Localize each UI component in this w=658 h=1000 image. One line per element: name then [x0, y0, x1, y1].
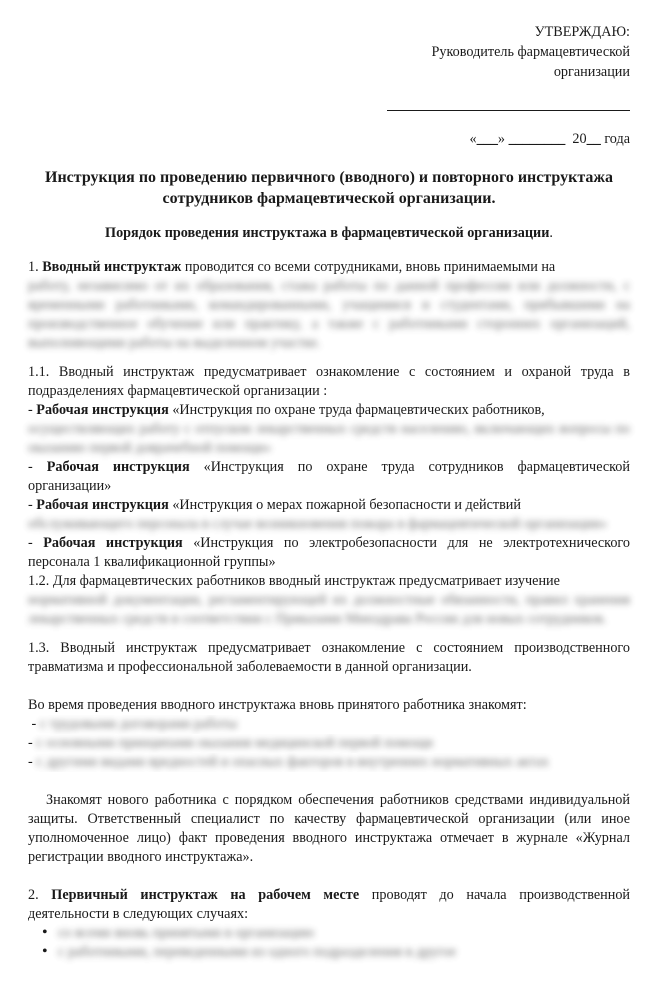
- blurred-text: работу, независимо от их образования, стажа работы по данной профессии или должности, с временными работниками, командированными, учащимися и студентами, прибывшими на производственное обучение или практику, а также с работниками сторонних организаций, выполняющими работы на выделенном участке.: [28, 278, 630, 351]
- document-body: [28, 258, 630, 962]
- date-day-blank: ___: [476, 131, 498, 147]
- ppe-paragraph: Знакомят нового работника с порядком обеспечения работников средствами индивидуальной защиты. Ответственный специалист по качеству фармацевтической организации (или иное уполномоченное лицо) факт проведения вводного инструктажа отмечает в журнале «Журнал регистрации вводного инструктажа».: [28, 792, 630, 865]
- section-1-1: 1.1. Вводный инструктаж предусматривает ознакомление с состоянием и охраной труда в подразделениях фармацевтической организации :: [28, 364, 630, 399]
- acquaint-intro: Во время проведения вводного инструктажа вновь принятого работника знакомят:: [28, 697, 527, 713]
- list-item: - Рабочая инструкция «Инструкция по охране труда сотрудников фармацевтической организации»: [28, 459, 630, 494]
- list-item: • со всеми вновь принятыми в организацию: [58, 924, 630, 943]
- blurred-text: обслуживающего персонала в случае возникновения пожара в фармацевтической организации»: [28, 516, 608, 532]
- list-item: - Рабочая инструкция «Инструкция о мерах пожарной безопасности и действий обслуживающего персонала в случае возникновения пожара в фармацевтической организации»: [28, 496, 630, 534]
- approval-date: «___» ________ 20__ года: [469, 131, 630, 147]
- list-item: - с другими видами вредностей и опасных факторов в внутренних нормативных актах: [28, 754, 550, 770]
- date-month-blank: ________: [508, 131, 566, 147]
- blurred-text: осуществляющих работу с отпуском лекарственных средств населению, включающих вопросы по оказанию первой доврачебной помощи»: [28, 421, 630, 456]
- approval-organization: организации: [553, 64, 630, 80]
- list-item: - с трудовыми договорами работы: [28, 716, 238, 732]
- acquaint-list: [28, 715, 630, 772]
- section-2: 2. Первичный инструктаж на рабочем месте проводят до начала производственной деятельности в следующих случаях:: [28, 887, 631, 922]
- approval-position: Руководитель фармацевтической: [431, 44, 630, 60]
- section-2-list: [28, 924, 630, 962]
- section-1-3: 1.3. Вводный инструктаж предусматривает ознакомление с состоянием производственного травматизма и профессиональной заболеваемости в данной организации.: [28, 640, 630, 675]
- list-item: - Рабочая инструкция «Инструкция по электробезопасности для не электротехнического персонала 1 квалификационной группы»: [28, 535, 630, 570]
- list-item: - Рабочая инструкция «Инструкция по охране труда фармацевтических работников, осуществляющих работу с отпуском лекарственных средств населению, включающих вопросы по оказанию первой доврачебной помощи»: [28, 402, 630, 456]
- section-1: 1. Вводный инструктаж проводится со всеми сотрудниками, вновь принимаемыми на работу, независимо от их образования, стажа работы по данной профессии или должности, с временными работниками, командированными, учащимися и студентами, прибывшими на производственное обучение или практику, а также с работниками сторонних организаций, выполняющими работы на выделенном участке.: [28, 259, 630, 351]
- document-subtitle: Порядок проведения инструктажа в фармацевтической организации.: [105, 225, 553, 241]
- date-year-blank: __: [586, 131, 601, 147]
- approval-heading: УТВЕРЖДАЮ:: [534, 24, 630, 40]
- signature-line: [387, 110, 630, 111]
- approval-block: [432, 22, 630, 82]
- list-item: • с работниками, переведенными из одного подразделения в другое: [58, 943, 630, 962]
- list-item: - с основными принципами оказания медицинской первой помощи: [28, 735, 433, 751]
- blurred-text: нормативной документации, регламентирующей их должностные обязанности, правил хранения лекарственных средств в соответствии с Приказами Минздрава России для новых сотрудников.: [28, 592, 630, 627]
- document-title: Инструкция по проведению первичного (вводного) и повторного инструктажа сотрудников фармацевтической организации.: [45, 169, 613, 207]
- section-1-2: 1.2. Для фармацевтических работников вводный инструктаж предусматривает изучение нормативной документации, регламентирующей их должностные обязанности, правил хранения лекарственных средств в соответствии с Приказами Минздрава России для новых сотрудников.: [28, 573, 630, 627]
